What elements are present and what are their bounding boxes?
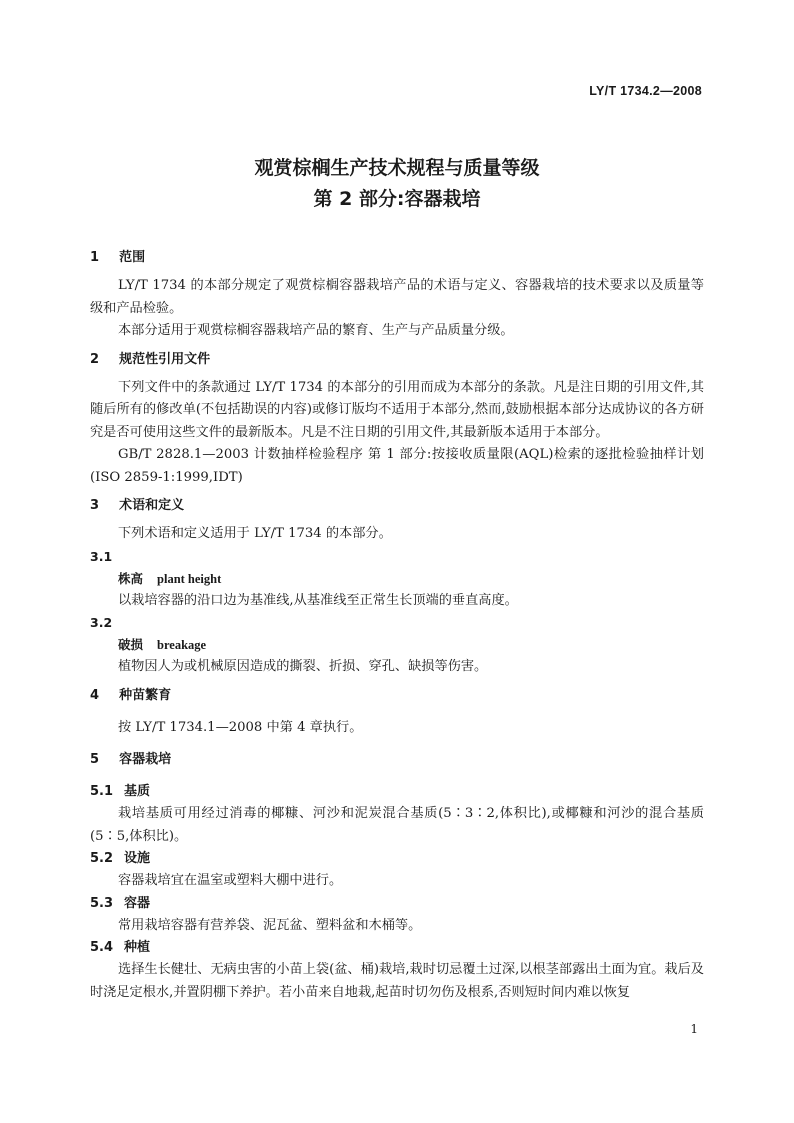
term-name [90, 634, 704, 656]
term-number: 3.2 [90, 615, 113, 630]
paragraph: 选择生长健壮、无病虫害的小苗上袋(盆、桶)栽培,栽时切忌覆土过深,以根茎部露出土面为宜。栽后及时浇足定根水,并置阴棚下养护。若小苗来自地栽,起苗时切勿伤及根系,否则短时间内难以恢复 [90, 962, 704, 1000]
section-heading-scope [90, 247, 704, 269]
page-number: 1 [690, 1022, 698, 1036]
subsection-heading-planting [90, 937, 704, 959]
subsection-title: 基质 [124, 784, 151, 799]
section-title: 规范性引用文件 [119, 351, 211, 367]
section-heading-normative-references [90, 349, 704, 371]
reference-entry: GB/T 2828.1—2003 计数抽样检验程序 第 1 部分:按接收质量限(AQL)检索的逐批检验抽样计划(ISO 2859-1:1999,IDT) [90, 447, 704, 485]
term-definition: 植物因人为或机械原因造成的撕裂、折损、穿孔、缺损等伤害。 [118, 659, 488, 674]
term-number: 3.1 [90, 548, 113, 564]
paragraph: 下列术语和定义适用于 LY/T 1734 的本部分。 [118, 526, 392, 541]
subsection-title: 设施 [124, 851, 151, 866]
term-cn: 破损 [118, 637, 144, 652]
document-subtitle: 第 2 部分:容器栽培 [313, 188, 481, 210]
subsection-title: 容器 [124, 895, 151, 911]
term-en: plant height [157, 571, 222, 586]
paragraph: 栽培基质可用经过消毒的椰糠、河沙和泥炭混合基质(5∶3∶2,体积比),或椰糠和河沙的混合基质(5∶5,体积比)。 [90, 806, 704, 844]
paragraph: 下列文件中的条款通过 LY/T 1734 的本部分的引用而成为本部分的条款。凡是注日期的引用文件,其随后所有的修改单(不包括勘误的内容)或修订版均不适用于本部分,然而,鼓励根据本部分达成协议的各方研究是否可使用这些文件的最新版本。凡是不注日期的引用文件,其最新版本适用于本部分。 [90, 379, 704, 440]
section-title: 种苗繁育 [119, 687, 172, 703]
term-definition: 以栽培容器的沿口边为基准线,从基准线至正常生长顶端的垂直高度。 [118, 592, 518, 608]
term-en: breakage [157, 638, 207, 652]
subsection-heading-containers [90, 893, 704, 915]
document-title: 观赏棕榈生产技术规程与质量等级 [254, 157, 540, 179]
paragraph: 常用栽培容器有营养袋、泥瓦盆、塑料盆和木桶等。 [118, 917, 422, 933]
standard-code: LY/T 1734.2—2008 [589, 84, 702, 98]
subsection-heading-facilities [90, 848, 704, 870]
term-name [90, 568, 704, 590]
paragraph: 按 LY/T 1734.1—2008 中第 4 章执行。 [118, 719, 363, 735]
section-heading-container-cultivation [90, 749, 704, 771]
subsection-heading-substrate [90, 781, 704, 803]
section-number: 2 [90, 351, 100, 367]
section-title: 术语和定义 [119, 498, 185, 513]
paragraph: 本部分适用于观赏棕榈容器栽培产品的繁育、生产与产品质量分级。 [118, 323, 514, 338]
section-heading-seedling-propagation [90, 685, 704, 707]
paragraph: 容器栽培宜在温室或塑料大棚中进行。 [118, 873, 343, 888]
subsection-number: 5.2 [90, 851, 114, 866]
term-cn: 株高 [118, 570, 144, 586]
section-heading-terms [90, 495, 704, 517]
subsection-number: 5.3 [90, 895, 114, 911]
section-number: 5 [90, 752, 100, 767]
paragraph: LY/T 1734 的本部分规定了观赏棕榈容器栽培产品的术语与定义、容器栽培的技术要求以及质量等级和产品检验。 [90, 278, 704, 316]
section-number: 4 [90, 687, 100, 703]
section-number: 3 [90, 498, 100, 513]
subsection-number: 5.1 [90, 784, 114, 799]
section-number: 1 [90, 250, 100, 265]
section-title: 容器栽培 [119, 752, 172, 767]
subsection-number: 5.4 [90, 940, 114, 955]
section-title: 范围 [119, 250, 146, 265]
document-body [90, 247, 704, 1004]
subsection-title: 种植 [124, 940, 151, 955]
